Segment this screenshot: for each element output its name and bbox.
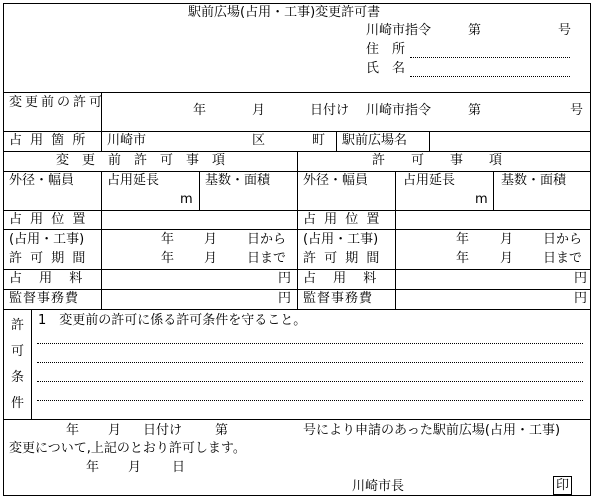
address-label: 住 所 <box>366 42 406 57</box>
before-from-nen: 年 <box>161 232 175 247</box>
footer-tsuki: 月 <box>108 423 122 438</box>
after-until-tsuki: 月 <box>500 251 514 266</box>
location-ward: 区 <box>252 133 266 148</box>
seal-stamp-box: 印 <box>553 476 572 495</box>
rule <box>31 309 32 419</box>
prev-nen: 年 <box>193 103 207 118</box>
rule <box>3 419 591 420</box>
after-until-nen: 年 <box>456 251 470 266</box>
footer-dai: 第 <box>215 423 229 438</box>
header-dai: 第 <box>468 23 482 38</box>
prev-dai: 第 <box>468 103 482 118</box>
location-town: 町 <box>312 133 326 148</box>
conditions-label-char-2: 可 <box>11 344 25 359</box>
footer-date-suffix: 日付け <box>143 423 183 438</box>
conditions-label-char-1: 許 <box>11 318 25 333</box>
before-count-area: 基数・面積 <box>205 173 271 188</box>
after-from-nen: 年 <box>456 232 470 247</box>
after-position-label: 占 用 位 置 <box>303 212 382 227</box>
before-supervision-yen: 円 <box>278 291 292 306</box>
rule <box>3 92 591 93</box>
before-supervision-label: 監督事務費 <box>9 291 80 306</box>
before-from: 日から <box>247 232 287 247</box>
before-period-label-2: 許 可 期 間 <box>9 251 88 266</box>
rule <box>3 131 591 132</box>
after-supervision-label: 監督事務費 <box>303 291 374 306</box>
header-designation: 川崎市指令 <box>366 23 432 38</box>
location-city: 川崎市 <box>107 133 147 148</box>
conditions-label-char-4: 件 <box>11 396 25 411</box>
before-fee-yen: 円 <box>278 271 292 286</box>
name-underline <box>410 76 570 77</box>
rule <box>3 309 591 310</box>
condition-blank-line <box>37 381 583 382</box>
condition-blank-line <box>37 362 583 363</box>
rule <box>395 210 396 309</box>
rule <box>101 210 102 309</box>
condition-blank-line <box>37 400 583 401</box>
after-fee-yen: 円 <box>574 271 588 286</box>
rule <box>101 171 102 210</box>
after-length-unit: m <box>475 192 488 207</box>
condition-blank-line <box>37 343 583 344</box>
rule <box>336 131 337 151</box>
after-fee-label: 占 用 料 <box>303 271 377 286</box>
rule <box>493 171 494 210</box>
after-period-label-1: (占用・工事) <box>303 232 379 247</box>
footer-issue-hi: 日 <box>172 460 186 475</box>
before-until-tsuki: 月 <box>204 251 218 266</box>
footer-issue-tsuki: 月 <box>128 460 142 475</box>
before-outer-diameter: 外径・幅員 <box>9 173 75 188</box>
after-period-label-2: 許 可 期 間 <box>303 251 382 266</box>
before-position-label: 占 用 位 置 <box>9 212 88 227</box>
before-fee-label: 占 用 料 <box>9 271 83 286</box>
before-length: 占用延長 <box>107 173 160 188</box>
rule <box>199 171 200 210</box>
header-go: 号 <box>558 23 572 38</box>
address-underline <box>410 57 570 58</box>
condition-item-1: 1 変更前の許可に係る許可条件を守ること。 <box>38 313 307 328</box>
footer-nen: 年 <box>66 423 80 438</box>
after-outer-diameter: 外径・幅員 <box>303 173 369 188</box>
mayor-label: 川崎市長 <box>352 479 405 494</box>
after-length: 占用延長 <box>403 173 456 188</box>
rule <box>395 171 396 210</box>
section-before: 変 更 前 許 可 事 項 <box>56 153 226 168</box>
section-after: 許 可 事 項 <box>372 153 503 168</box>
before-until: 日まで <box>247 251 287 266</box>
conditions-label-char-3: 条 <box>11 370 25 385</box>
after-from: 日から <box>543 232 583 247</box>
location-plaza: 駅前広場名 <box>342 133 408 148</box>
before-period-label-1: (占用・工事) <box>9 232 85 247</box>
before-from-tsuki: 月 <box>204 232 218 247</box>
after-supervision-yen: 円 <box>574 291 588 306</box>
prev-designation: 川崎市指令 <box>366 103 432 118</box>
footer-permit-text: 変更について,上記のとおり許可します。 <box>9 441 246 456</box>
prev-tsuki: 月 <box>252 103 266 118</box>
prev-date-suffix: 日付け <box>310 103 350 118</box>
footer-applied-text: 号により申請のあった駅前広場(占用・工事) <box>303 423 561 438</box>
footer-issue-nen: 年 <box>86 460 100 475</box>
after-from-tsuki: 月 <box>500 232 514 247</box>
name-label: 氏 名 <box>366 61 406 76</box>
after-until: 日まで <box>543 251 583 266</box>
form-title: 駅前広場(占用・工事)変更許可書 <box>188 5 381 20</box>
prev-permit-label: 変更前の許可 <box>9 95 106 110</box>
rule <box>429 131 430 151</box>
before-until-nen: 年 <box>161 251 175 266</box>
before-length-unit: m <box>180 192 193 207</box>
prev-go: 号 <box>570 103 584 118</box>
location-label: 占 用 箇 所 <box>9 133 88 148</box>
rule <box>297 151 298 309</box>
after-count-area: 基数・面積 <box>501 173 567 188</box>
